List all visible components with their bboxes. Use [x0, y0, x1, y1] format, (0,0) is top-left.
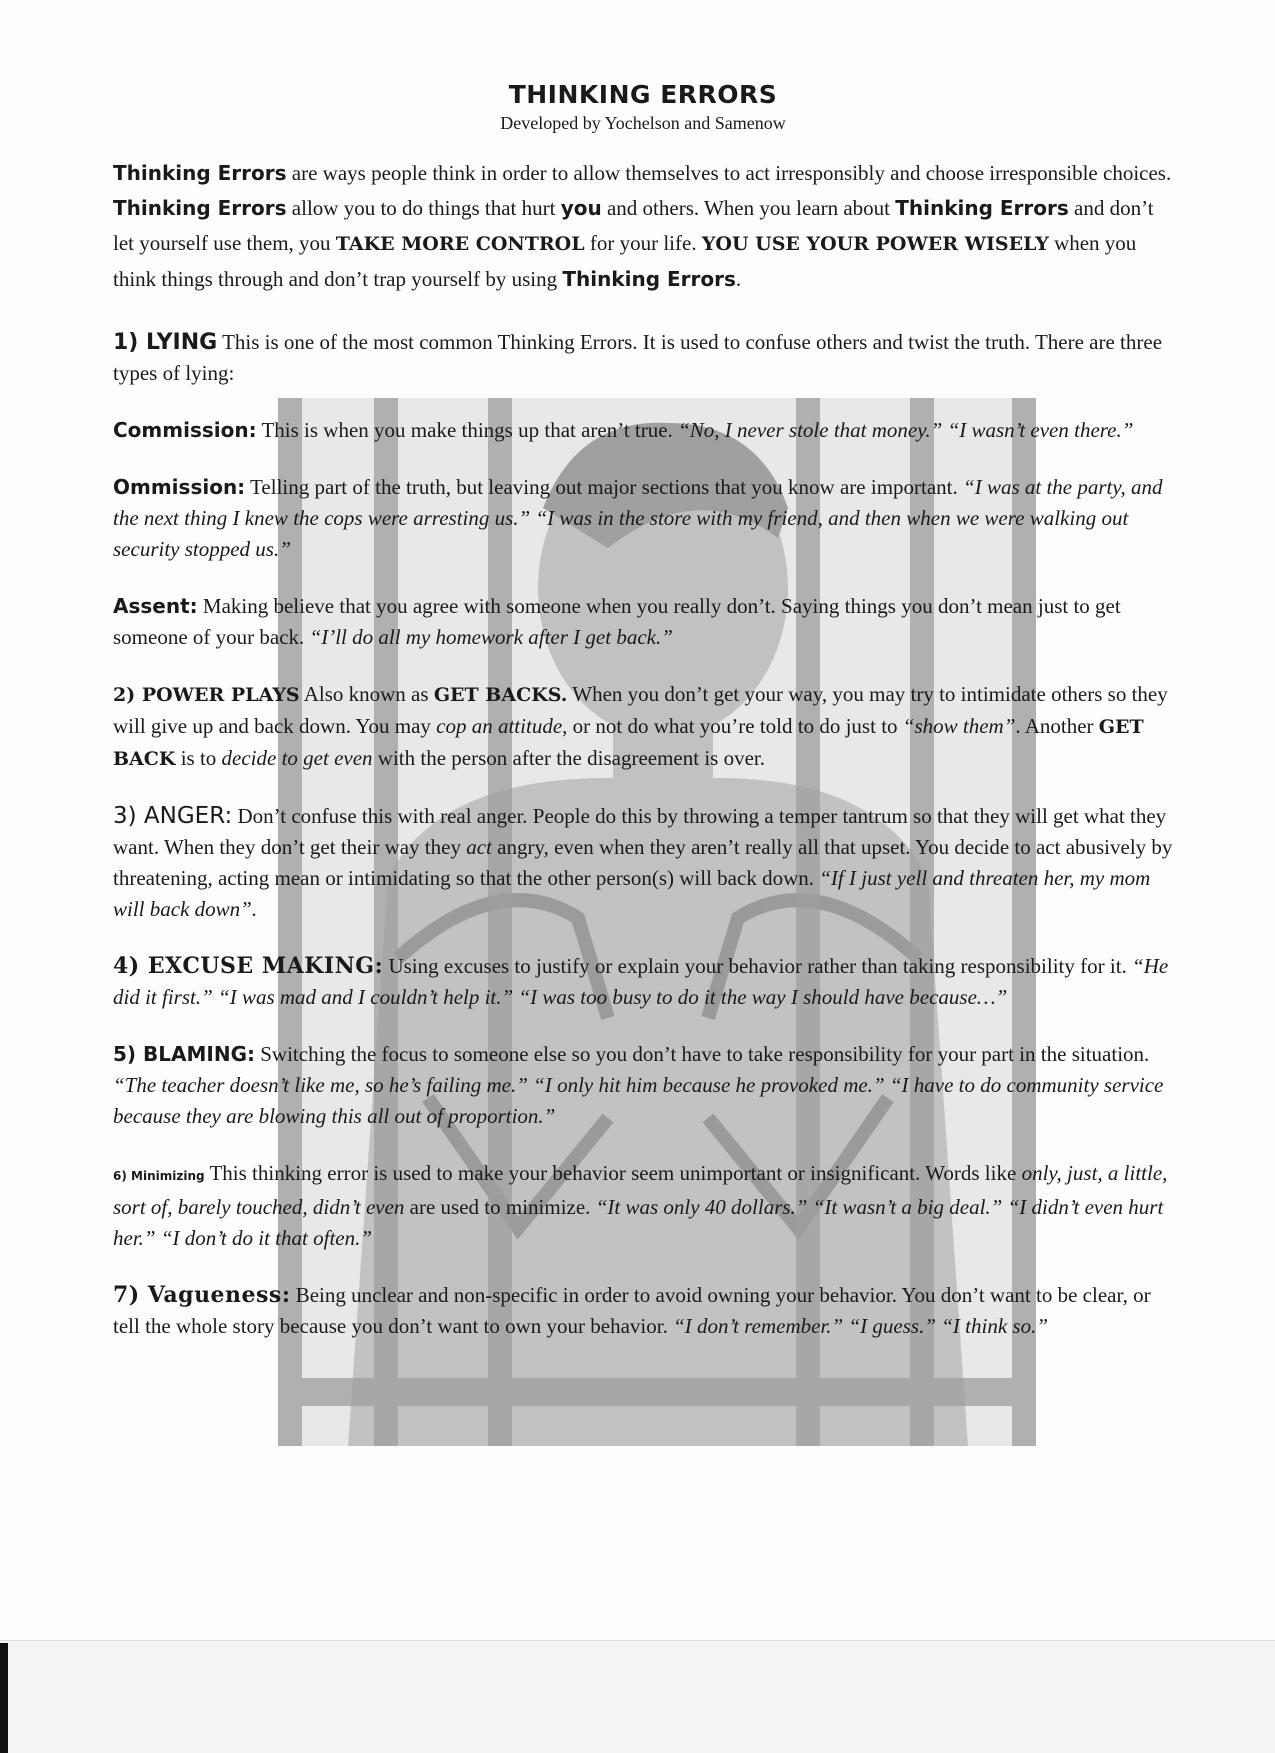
intro-keyword: Thinking Errors [895, 196, 1069, 220]
section-ommission: Ommission: Telling part of the truth, but leaving out major sections that you know are important. “I was at the party, and the next thing I knew the cops were arresting us.” “I was in the store with my friend, and then when we were walking out security stopped us.” [113, 475, 1163, 561]
intro-use-power: YOU USE YOUR POWER WISELY [701, 233, 1049, 255]
section-vagueness: 7) Vagueness: Being unclear and non-specific in order to avoid owning your behavior. You don’t want to be clear, or tell the whole story because you don’t want to own your behavior. “I don’t remember.” “I guess.” “I think so.” [113, 1282, 1151, 1338]
section-heading: Assent: [113, 594, 198, 618]
document-body [113, 80, 1173, 1368]
page-title: THINKING ERRORS [508, 80, 778, 109]
get-back-keyword: GET BACK [113, 716, 1144, 770]
section-heading: 4) EXCUSE MAKING: [113, 953, 384, 979]
section-quote: “The teacher doesn’t like me, so he’s failing me.” “I only hit him because he provoked me.” “I have to do community service because they are blowing this all out of proportion.” [113, 1073, 1164, 1128]
intro-paragraph: Thinking Errors are ways people think in order to allow themselves to act irresponsibly and choose irresponsible choices. Thinking Errors allow you to do things that hurt you and others. When you learn about Thinking Errors and don’t let yourself use them, you TAKE MORE CONTROL for your life. YOU USE YOUR POWER WISELY when you think things through and don’t trap yourself by using Thinking Errors. [113, 161, 1172, 291]
intro-keyword: Thinking Errors [562, 267, 736, 291]
section-lying: 1) LYING This is one of the most common Thinking Errors. It is used to confuse others and twist the truth. There are three types of lying: [113, 330, 1163, 385]
scan-edge-shadow [0, 1643, 8, 1753]
section-quote: “I was at the party, and the next thing I knew the cops were arresting us.” “I was in the store with my friend, and then when we were walking out security stopped us.” [113, 475, 1163, 561]
section-heading: Ommission: [113, 475, 246, 499]
section-heading: 2) POWER PLAYS [113, 684, 300, 706]
intro-take-control: TAKE MORE CONTROL [335, 233, 585, 255]
scan-bottom-margin [0, 1640, 1275, 1753]
section-heading: Commission: [113, 418, 257, 442]
section-heading: 7) Vagueness: [113, 1282, 291, 1308]
intro-keyword: Thinking Errors [113, 161, 287, 185]
section-blaming: 5) BLAMING: Switching the focus to someone else so you don’t have to take responsibility for your part in the situation. “The teacher doesn’t like me, so he’s failing me.” “I only hit him because he provoked me.” “I have to do community service because they are blowing this all out of proportion.” [113, 1042, 1164, 1128]
section-quote: “No, I never stole that money.” “I wasn’t even there.” [678, 418, 1134, 442]
get-backs-keyword: GET BACKS. [433, 684, 568, 706]
section-heading: 1) LYING [113, 330, 218, 355]
section-quote: “If I just yell and threaten her, my mom will back down”. [113, 866, 1151, 921]
section-quote: “I’ll do all my homework after I get back.” [309, 625, 673, 649]
section-heading: 5) BLAMING: [113, 1042, 255, 1066]
section-quote: “He did it first.” “I was mad and I couldn’t help it.” “I was too busy to do it the way I should have because…” [113, 954, 1169, 1009]
intro-you: you [560, 196, 602, 220]
section-excuse-making: 4) EXCUSE MAKING: Using excuses to justify or explain your behavior rather than taking responsibility for it. “He did it first.” “I was mad and I couldn’t help it.” “I was too busy to do it the way I should have because…” [113, 953, 1169, 1009]
section-minimizing: 6) Minimizing This thinking error is used to make your behavior seem unimportant or insignificant. Words like only, just, a little, sort of, barely touched, didn’t even are used to minimize. “It was only 40 dollars.” “It wasn’t a big deal.” “I didn’t even hurt her.” “I don’t do it that often.” [113, 1161, 1168, 1250]
section-anger: 3) ANGER: Don’t confuse this with real anger. People do this by throwing a temper tantrum so that they will get what they want. When they don’t get their way they act angry, even when they aren’t really all that upset. You decide to act abusively by threatening, acting mean or intimidating so that the other person(s) will back down. “If I just yell and threaten her, my mom will back down”. [113, 803, 1173, 921]
section-heading: 3) ANGER: [113, 803, 233, 829]
page-subtitle: Developed by Yochelson and Samenow [500, 113, 786, 133]
section-assent: Assent: Making believe that you agree with someone when you really don’t. Saying things you don’t mean just to get someone of your back. “I’ll do all my homework after I get back.” [113, 594, 1121, 649]
section-heading: 6) Minimizing [113, 1169, 205, 1183]
section-commission: Commission: This is when you make things up that aren’t true. “No, I never stole that money.” “I wasn’t even there.” [113, 418, 1134, 442]
section-power-plays: 2) POWER PLAYS Also known as GET BACKS. When you don’t get your way, you may try to intimidate others so they will give up and back down. You may cop an attitude, or not do what you’re told to do just to “show them”. Another GET BACK is to decide to get even with the person after the disagreement is over. [113, 682, 1168, 770]
section-quote: “It was only 40 dollars.” “It wasn’t a big deal.” “I didn’t even hurt her.” “I don’t do it that often.” [113, 1195, 1164, 1250]
intro-keyword: Thinking Errors [113, 196, 287, 220]
section-quote: “I don’t remember.” “I guess.” “I think so.” [673, 1314, 1049, 1338]
